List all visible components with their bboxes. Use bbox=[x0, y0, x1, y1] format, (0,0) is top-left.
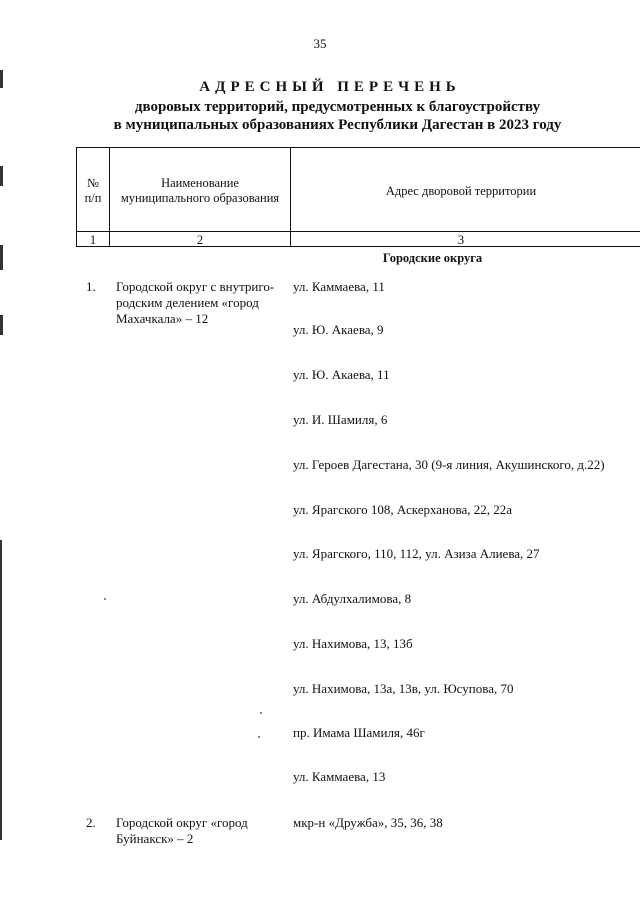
address-item: ул. Каммаева, 13 bbox=[293, 769, 386, 784]
header-address: Адрес дворовой территории bbox=[385, 184, 537, 198]
address-item: ул. Каммаева, 11 bbox=[293, 279, 385, 294]
municipality-line: Городской округ «город bbox=[116, 815, 248, 830]
table-header bbox=[76, 147, 640, 247]
address-item: ул. Ю. Акаева, 11 bbox=[293, 367, 390, 382]
municipality-line: Махачкала» – 12 bbox=[116, 311, 209, 326]
row-divider bbox=[77, 231, 640, 232]
header-municipality-line-2: муниципального образования bbox=[120, 191, 280, 205]
entry-municipality bbox=[116, 279, 286, 327]
column-number-2: 2 bbox=[196, 233, 204, 247]
page-number: 35 bbox=[313, 36, 327, 51]
document-subtitle-line-2: в муниципальных образованиях Республики Дагестан в 2023 году bbox=[113, 117, 562, 133]
address-item: ул. Нахимова, 13, 13б bbox=[293, 636, 413, 651]
column-number-1: 1 bbox=[89, 233, 97, 247]
scan-edge-mark bbox=[0, 315, 3, 335]
scan-speck bbox=[260, 712, 262, 714]
address-item: ул. Ю. Акаева, 9 bbox=[293, 322, 384, 337]
address-item: ул. Ярагского 108, Аскерханова, 22, 22а bbox=[293, 502, 513, 517]
header-num bbox=[77, 176, 109, 206]
address-item: ул. Нахимова, 13а, 13в, ул. Юсупова, 70 bbox=[293, 681, 514, 696]
address-item: ул. И. Шамиля, 6 bbox=[293, 412, 388, 427]
scan-speck bbox=[104, 598, 106, 600]
header-num-line-2: п/п bbox=[84, 191, 102, 205]
header-num-line-1: № bbox=[87, 176, 99, 190]
scan-edge-mark bbox=[0, 245, 3, 270]
header-municipality bbox=[110, 176, 290, 206]
document-subtitle-line-1: дворовых территорий, предусмотренных к благоустройству bbox=[134, 99, 541, 115]
scan-edge-mark bbox=[0, 166, 3, 186]
municipality-line: родским делением «город bbox=[116, 295, 259, 310]
entry-number: 2. bbox=[86, 815, 96, 830]
address-item: ул. Ярагского, 110, 112, ул. Азиза Алиева, 27 bbox=[293, 546, 540, 561]
address-item: мкр-н «Дружба», 35, 36, 38 bbox=[293, 815, 443, 830]
entry-number: 1. bbox=[86, 279, 96, 294]
address-item: пр. Имама Шамиля, 46г bbox=[293, 725, 425, 740]
column-number-3: 3 bbox=[457, 233, 465, 247]
entry-municipality bbox=[116, 815, 286, 847]
scan-speck bbox=[258, 736, 260, 738]
municipality-line: Городской округ с внутриго- bbox=[116, 279, 275, 294]
scan-edge-mark bbox=[0, 70, 3, 88]
municipality-line: Буйнакск» – 2 bbox=[116, 831, 194, 846]
header-municipality-line-1: Наименование bbox=[161, 176, 239, 190]
scan-edge-mark bbox=[0, 540, 2, 840]
address-item: ул. Абдулхалимова, 8 bbox=[293, 591, 412, 606]
section-title: Городские округа bbox=[382, 251, 483, 265]
address-item: ул. Героев Дагестана, 30 (9-я линия, Акушинского, д.22) bbox=[293, 457, 605, 472]
document-title: АДРЕСНЫЙ ПЕРЕЧЕНЬ bbox=[199, 79, 461, 95]
